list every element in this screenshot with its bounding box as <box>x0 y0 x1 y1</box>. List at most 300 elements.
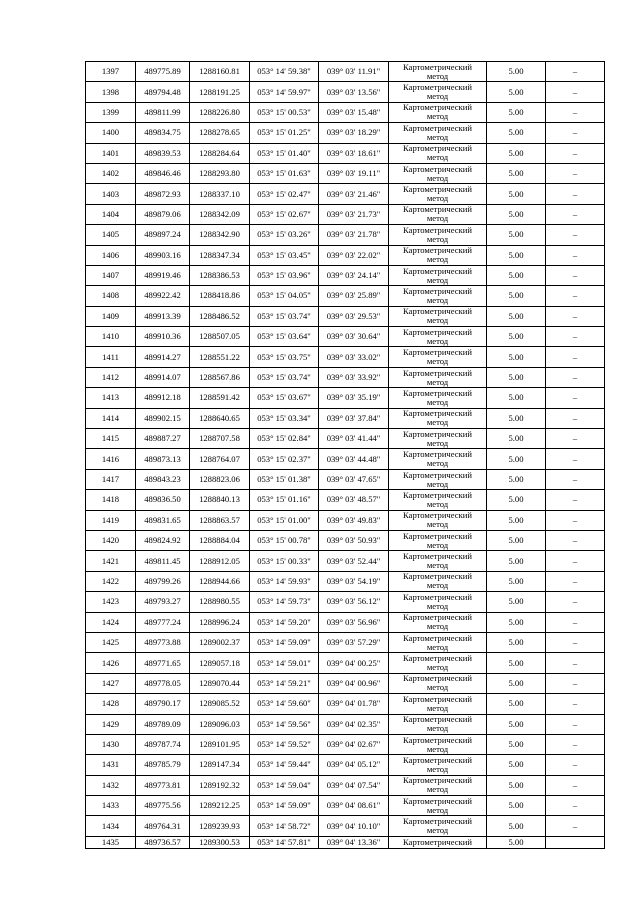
y-coordinate-cell: 1288284.64 <box>190 143 250 163</box>
x-coordinate-cell: 489811.99 <box>136 102 190 122</box>
x-coordinate-cell: 489919.46 <box>136 265 190 285</box>
table-row <box>86 490 605 510</box>
method-line: метод <box>426 662 449 673</box>
longitude-cell: 039° 03' 56.12" <box>319 592 389 612</box>
note-cell: – <box>546 306 605 326</box>
method-line: метод <box>426 70 449 81</box>
table-row <box>86 816 605 836</box>
method-line: метод <box>426 111 449 122</box>
method-cell <box>389 755 487 775</box>
method-line: метод <box>426 498 449 509</box>
method-line: Картометрический <box>403 102 472 113</box>
x-coordinate-cell: 489879.06 <box>136 204 190 224</box>
x-coordinate-cell: 489773.81 <box>136 775 190 795</box>
note-cell: – <box>546 347 605 367</box>
accuracy-cell: 5.00 <box>487 592 546 612</box>
table-row <box>86 367 605 387</box>
method-line: Картометрический <box>403 347 472 358</box>
x-coordinate-cell: 489831.65 <box>136 510 190 530</box>
table-row <box>86 632 605 652</box>
note-cell: – <box>546 490 605 510</box>
note-cell: – <box>546 367 605 387</box>
method-cell <box>389 612 487 632</box>
latitude-cell: 053° 15' 04.05" <box>250 286 319 306</box>
x-coordinate-cell: 489914.07 <box>136 367 190 387</box>
note-cell: – <box>546 123 605 143</box>
note-cell: – <box>546 551 605 571</box>
note-cell: – <box>546 82 605 102</box>
point-number-cell: 1426 <box>86 653 136 673</box>
method-line: метод <box>426 172 449 183</box>
point-number-cell: 1425 <box>86 632 136 652</box>
longitude-cell: 039° 03' 33.02" <box>319 347 389 367</box>
accuracy-cell: 5.00 <box>487 245 546 265</box>
method-line: метод <box>426 131 449 142</box>
accuracy-cell: 5.00 <box>487 612 546 632</box>
latitude-cell: 053° 14' 57.81" <box>250 836 319 848</box>
note-cell: – <box>546 816 605 836</box>
accuracy-cell: 5.00 <box>487 673 546 693</box>
table-row <box>86 347 605 367</box>
note-cell: – <box>546 449 605 469</box>
latitude-cell: 053° 14' 59.56" <box>250 714 319 734</box>
method-cell <box>389 367 487 387</box>
longitude-cell: 039° 03' 33.92" <box>319 367 389 387</box>
x-coordinate-cell: 489902.15 <box>136 408 190 428</box>
method-cell <box>389 102 487 122</box>
latitude-cell: 053° 15' 02.67" <box>250 204 319 224</box>
table-row <box>86 143 605 163</box>
method-line: Картометрический <box>403 714 472 725</box>
method-cell <box>389 204 487 224</box>
method-cell <box>389 286 487 306</box>
method-line: Картометрический <box>403 836 472 847</box>
method-line: Картометрический <box>403 612 472 623</box>
method-line: метод <box>426 723 449 734</box>
longitude-cell: 039° 03' 52.44" <box>319 551 389 571</box>
table-row <box>86 714 605 734</box>
x-coordinate-cell: 489834.75 <box>136 123 190 143</box>
latitude-cell: 053° 15' 00.78" <box>250 530 319 550</box>
method-line: метод <box>426 478 449 489</box>
y-coordinate-cell: 1289070.44 <box>190 673 250 693</box>
table-row <box>86 449 605 469</box>
note-cell: – <box>546 265 605 285</box>
x-coordinate-cell: 489794.48 <box>136 82 190 102</box>
point-number-cell: 1415 <box>86 429 136 449</box>
longitude-cell: 039° 03' 21.78" <box>319 225 389 245</box>
latitude-cell: 053° 14' 59.44" <box>250 755 319 775</box>
method-line: метод <box>426 152 449 163</box>
y-coordinate-cell: 1289085.52 <box>190 694 250 714</box>
accuracy-cell: 5.00 <box>487 306 546 326</box>
method-cell <box>389 163 487 183</box>
point-number-cell: 1435 <box>86 836 136 848</box>
longitude-cell: 039° 03' 24.14" <box>319 265 389 285</box>
method-line: Картометрический <box>403 734 472 745</box>
longitude-cell: 039° 03' 18.61" <box>319 143 389 163</box>
latitude-cell: 053° 14' 59.60" <box>250 694 319 714</box>
table-row <box>86 694 605 714</box>
x-coordinate-cell: 489811.45 <box>136 551 190 571</box>
method-line: Картометрический <box>403 754 472 765</box>
point-number-cell: 1409 <box>86 306 136 326</box>
y-coordinate-cell: 1288278.65 <box>190 123 250 143</box>
point-number-cell: 1399 <box>86 102 136 122</box>
longitude-cell: 039° 03' 47.65" <box>319 469 389 489</box>
note-cell: – <box>546 612 605 632</box>
accuracy-cell: 5.00 <box>487 204 546 224</box>
method-line: метод <box>426 396 449 407</box>
method-line: Картометрический <box>403 510 472 521</box>
accuracy-cell: 5.00 <box>487 816 546 836</box>
longitude-cell: 039° 03' 21.73" <box>319 204 389 224</box>
y-coordinate-cell: 1288293.80 <box>190 163 250 183</box>
point-number-cell: 1412 <box>86 367 136 387</box>
note-cell: – <box>546 653 605 673</box>
table-row <box>86 755 605 775</box>
accuracy-cell: 5.00 <box>487 449 546 469</box>
x-coordinate-cell: 489922.42 <box>136 286 190 306</box>
y-coordinate-cell: 1288486.52 <box>190 306 250 326</box>
y-coordinate-cell: 1288160.81 <box>190 62 250 82</box>
latitude-cell: 053° 14' 59.20" <box>250 612 319 632</box>
latitude-cell: 053° 14' 59.01" <box>250 653 319 673</box>
table-row <box>86 836 605 848</box>
note-cell: – <box>546 775 605 795</box>
latitude-cell: 053° 14' 59.09" <box>250 796 319 816</box>
note-cell: – <box>546 469 605 489</box>
x-coordinate-cell: 489912.18 <box>136 388 190 408</box>
x-coordinate-cell: 489846.46 <box>136 163 190 183</box>
table-row <box>86 734 605 754</box>
accuracy-cell: 5.00 <box>487 632 546 652</box>
x-coordinate-cell: 489824.92 <box>136 530 190 550</box>
method-cell <box>389 836 487 848</box>
x-coordinate-cell: 489799.26 <box>136 571 190 591</box>
longitude-cell: 039° 04' 02.35" <box>319 714 389 734</box>
point-number-cell: 1416 <box>86 449 136 469</box>
method-line: метод <box>426 702 449 713</box>
x-coordinate-cell: 489771.65 <box>136 653 190 673</box>
longitude-cell: 039° 03' 25.89" <box>319 286 389 306</box>
method-cell <box>389 714 487 734</box>
longitude-cell: 039° 04' 13.36" <box>319 836 389 848</box>
method-line: метод <box>426 600 449 611</box>
x-coordinate-cell: 489872.93 <box>136 184 190 204</box>
accuracy-cell: 5.00 <box>487 184 546 204</box>
method-cell <box>389 653 487 673</box>
latitude-cell: 053° 14' 59.97" <box>250 82 319 102</box>
accuracy-cell: 5.00 <box>487 143 546 163</box>
point-number-cell: 1429 <box>86 714 136 734</box>
note-cell: – <box>546 530 605 550</box>
method-cell <box>389 816 487 836</box>
table-row <box>86 592 605 612</box>
point-number-cell: 1397 <box>86 62 136 82</box>
method-cell <box>389 143 487 163</box>
point-number-cell: 1418 <box>86 490 136 510</box>
method-line: метод <box>426 294 449 305</box>
y-coordinate-cell: 1289300.53 <box>190 836 250 848</box>
note-cell: – <box>546 694 605 714</box>
point-number-cell: 1417 <box>86 469 136 489</box>
y-coordinate-cell: 1288591.42 <box>190 388 250 408</box>
accuracy-cell: 5.00 <box>487 123 546 143</box>
method-line: Картометрический <box>403 530 472 541</box>
method-cell <box>389 796 487 816</box>
point-number-cell: 1419 <box>86 510 136 530</box>
method-line: Картометрический <box>403 143 472 154</box>
table-row <box>86 429 605 449</box>
method-cell <box>389 327 487 347</box>
longitude-cell: 039° 03' 54.19" <box>319 571 389 591</box>
latitude-cell: 053° 15' 02.47" <box>250 184 319 204</box>
method-line: метод <box>426 784 449 795</box>
x-coordinate-cell: 489773.88 <box>136 632 190 652</box>
table-row <box>86 82 605 102</box>
y-coordinate-cell: 1288640.65 <box>190 408 250 428</box>
method-line: метод <box>426 804 449 815</box>
table-row <box>86 265 605 285</box>
method-line: метод <box>426 91 449 102</box>
method-line: Картометрический <box>403 653 472 664</box>
accuracy-cell: 5.00 <box>487 347 546 367</box>
method-line: Картометрический <box>403 367 472 378</box>
method-line: метод <box>426 825 449 836</box>
latitude-cell: 053° 15' 01.40" <box>250 143 319 163</box>
y-coordinate-cell: 1289096.03 <box>190 714 250 734</box>
latitude-cell: 053° 15' 01.16" <box>250 490 319 510</box>
method-cell <box>389 530 487 550</box>
point-number-cell: 1408 <box>86 286 136 306</box>
method-line: Картометрический <box>403 224 472 235</box>
point-number-cell: 1400 <box>86 123 136 143</box>
y-coordinate-cell: 1288337.10 <box>190 184 250 204</box>
latitude-cell: 053° 15' 03.26" <box>250 225 319 245</box>
method-line: Картометрический <box>403 449 472 460</box>
point-number-cell: 1424 <box>86 612 136 632</box>
table-row <box>86 796 605 816</box>
method-line: Картометрический <box>403 775 472 786</box>
note-cell: – <box>546 734 605 754</box>
method-line: Картометрический <box>403 673 472 684</box>
method-cell <box>389 82 487 102</box>
method-line: метод <box>426 213 449 224</box>
method-cell <box>389 775 487 795</box>
longitude-cell: 039° 03' 37.84" <box>319 408 389 428</box>
method-cell <box>389 510 487 530</box>
y-coordinate-cell: 1288980.55 <box>190 592 250 612</box>
longitude-cell: 039° 03' 29.53" <box>319 306 389 326</box>
table-row <box>86 673 605 693</box>
y-coordinate-cell: 1288551.22 <box>190 347 250 367</box>
note-cell: – <box>546 184 605 204</box>
longitude-cell: 039° 03' 11.91" <box>319 62 389 82</box>
method-cell <box>389 490 487 510</box>
note-cell: – <box>546 408 605 428</box>
x-coordinate-cell: 489790.17 <box>136 694 190 714</box>
table-row <box>86 163 605 183</box>
table-body <box>86 62 605 849</box>
coordinates-table <box>85 61 605 849</box>
x-coordinate-cell: 489903.16 <box>136 245 190 265</box>
x-coordinate-cell: 489873.13 <box>136 449 190 469</box>
latitude-cell: 053° 15' 02.84" <box>250 429 319 449</box>
point-number-cell: 1413 <box>86 388 136 408</box>
note-cell: – <box>546 755 605 775</box>
note-cell: – <box>546 510 605 530</box>
latitude-cell: 053° 15' 03.74" <box>250 306 319 326</box>
accuracy-cell: 5.00 <box>487 429 546 449</box>
longitude-cell: 039° 04' 05.12" <box>319 755 389 775</box>
latitude-cell: 053° 14' 59.21" <box>250 673 319 693</box>
longitude-cell: 039° 03' 50.93" <box>319 530 389 550</box>
accuracy-cell: 5.00 <box>487 367 546 387</box>
note-cell: – <box>546 673 605 693</box>
method-line: Картометрический <box>403 632 472 643</box>
method-cell <box>389 123 487 143</box>
accuracy-cell: 5.00 <box>487 163 546 183</box>
method-line: Картометрический <box>403 245 472 256</box>
table-row <box>86 204 605 224</box>
y-coordinate-cell: 1288386.53 <box>190 265 250 285</box>
latitude-cell: 053° 15' 00.53" <box>250 102 319 122</box>
accuracy-cell: 5.00 <box>487 694 546 714</box>
method-line: метод <box>426 193 449 204</box>
latitude-cell: 053° 15' 01.25" <box>250 123 319 143</box>
y-coordinate-cell: 1289212.25 <box>190 796 250 816</box>
method-line: метод <box>426 641 449 652</box>
latitude-cell: 053° 15' 03.67" <box>250 388 319 408</box>
point-number-cell: 1401 <box>86 143 136 163</box>
latitude-cell: 053° 15' 01.63" <box>250 163 319 183</box>
accuracy-cell: 5.00 <box>487 796 546 816</box>
accuracy-cell: 5.00 <box>487 388 546 408</box>
x-coordinate-cell: 489778.05 <box>136 673 190 693</box>
point-number-cell: 1434 <box>86 816 136 836</box>
method-cell <box>389 673 487 693</box>
y-coordinate-cell: 1288342.09 <box>190 204 250 224</box>
method-line: Картометрический <box>403 795 472 806</box>
method-cell <box>389 347 487 367</box>
table-row <box>86 123 605 143</box>
longitude-cell: 039° 03' 21.46" <box>319 184 389 204</box>
x-coordinate-cell: 489787.74 <box>136 734 190 754</box>
point-number-cell: 1423 <box>86 592 136 612</box>
longitude-cell: 039° 03' 56.96" <box>319 612 389 632</box>
method-line: метод <box>426 376 449 387</box>
table-row <box>86 245 605 265</box>
x-coordinate-cell: 489897.24 <box>136 225 190 245</box>
accuracy-cell: 5.00 <box>487 653 546 673</box>
accuracy-cell: 5.00 <box>487 225 546 245</box>
method-cell <box>389 62 487 82</box>
method-line: метод <box>426 743 449 754</box>
point-number-cell: 1421 <box>86 551 136 571</box>
longitude-cell: 039° 03' 15.48" <box>319 102 389 122</box>
y-coordinate-cell: 1289002.37 <box>190 632 250 652</box>
y-coordinate-cell: 1288342.90 <box>190 225 250 245</box>
method-line: Картометрический <box>403 204 472 215</box>
point-number-cell: 1420 <box>86 530 136 550</box>
accuracy-cell: 5.00 <box>487 714 546 734</box>
x-coordinate-cell: 489785.79 <box>136 755 190 775</box>
method-line: метод <box>426 458 449 469</box>
method-cell <box>389 592 487 612</box>
method-line: метод <box>426 539 449 550</box>
accuracy-cell: 5.00 <box>487 82 546 102</box>
accuracy-cell: 5.00 <box>487 62 546 82</box>
note-cell: – <box>546 571 605 591</box>
table-row <box>86 102 605 122</box>
table-row <box>86 225 605 245</box>
method-line: метод <box>426 335 449 346</box>
method-line: Картометрический <box>403 816 472 827</box>
method-line: метод <box>426 315 449 326</box>
accuracy-cell: 5.00 <box>487 734 546 754</box>
latitude-cell: 053° 15' 02.37" <box>250 449 319 469</box>
point-number-cell: 1431 <box>86 755 136 775</box>
y-coordinate-cell: 1288996.24 <box>190 612 250 632</box>
longitude-cell: 039° 03' 22.02" <box>319 245 389 265</box>
method-line: метод <box>426 437 449 448</box>
method-line: Картометрический <box>403 61 472 72</box>
accuracy-cell: 5.00 <box>487 265 546 285</box>
y-coordinate-cell: 1288507.05 <box>190 327 250 347</box>
method-line: Картометрический <box>403 326 472 337</box>
note-cell: – <box>546 102 605 122</box>
note-cell: – <box>546 327 605 347</box>
accuracy-cell: 5.00 <box>487 408 546 428</box>
longitude-cell: 039° 03' 41.44" <box>319 429 389 449</box>
y-coordinate-cell: 1289239.93 <box>190 816 250 836</box>
note-cell: – <box>546 592 605 612</box>
accuracy-cell: 5.00 <box>487 775 546 795</box>
accuracy-cell: 5.00 <box>487 530 546 550</box>
latitude-cell: 053° 15' 03.34" <box>250 408 319 428</box>
x-coordinate-cell: 489775.89 <box>136 62 190 82</box>
y-coordinate-cell: 1289147.34 <box>190 755 250 775</box>
y-coordinate-cell: 1289101.95 <box>190 734 250 754</box>
x-coordinate-cell: 489910.36 <box>136 327 190 347</box>
accuracy-cell: 5.00 <box>487 571 546 591</box>
longitude-cell: 039° 03' 49.83" <box>319 510 389 530</box>
y-coordinate-cell: 1288912.05 <box>190 551 250 571</box>
method-line: метод <box>426 560 449 571</box>
longitude-cell: 039° 03' 18.29" <box>319 123 389 143</box>
latitude-cell: 053° 14' 58.72" <box>250 816 319 836</box>
point-number-cell: 1411 <box>86 347 136 367</box>
point-number-cell: 1428 <box>86 694 136 714</box>
y-coordinate-cell: 1288944.66 <box>190 571 250 591</box>
table-row <box>86 653 605 673</box>
method-cell <box>389 429 487 449</box>
note-cell: – <box>546 163 605 183</box>
method-line: Картометрический <box>403 489 472 500</box>
table-row <box>86 571 605 591</box>
latitude-cell: 053° 15' 03.45" <box>250 245 319 265</box>
method-line: Картометрический <box>403 408 472 419</box>
latitude-cell: 053° 15' 03.75" <box>250 347 319 367</box>
x-coordinate-cell: 489836.50 <box>136 490 190 510</box>
method-line: метод <box>426 254 449 265</box>
note-cell: – <box>546 225 605 245</box>
latitude-cell: 053° 15' 03.96" <box>250 265 319 285</box>
latitude-cell: 053° 14' 59.04" <box>250 775 319 795</box>
method-line: метод <box>426 682 449 693</box>
method-line: метод <box>426 621 449 632</box>
